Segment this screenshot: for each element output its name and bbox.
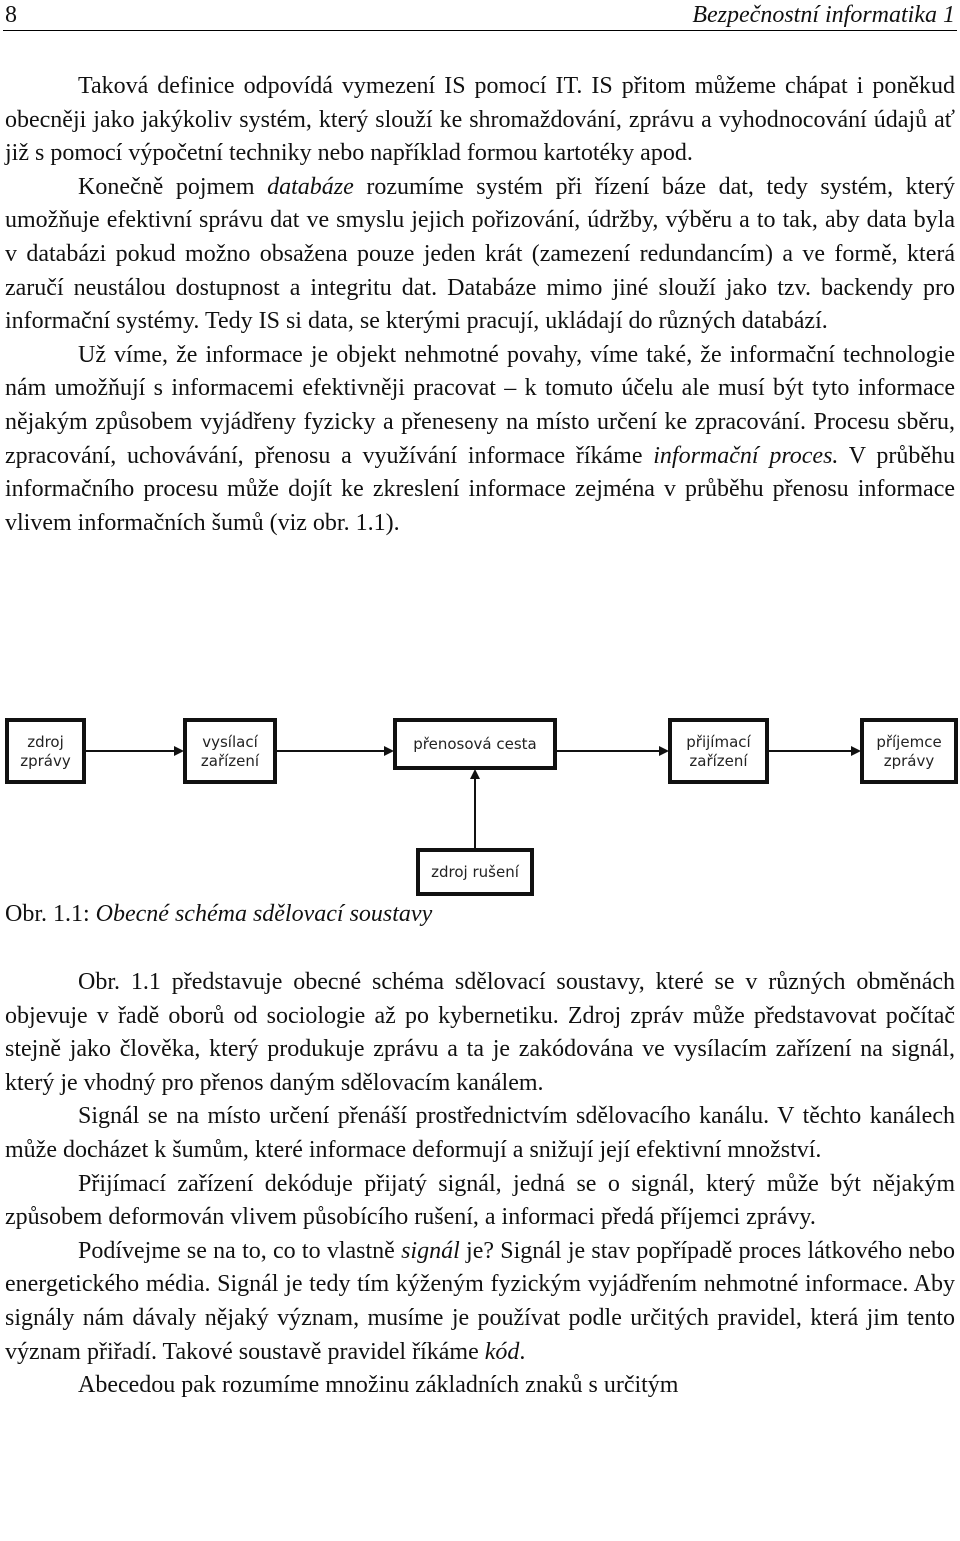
paragraph-signal-part1: Podívejme se na to, co to vlastně xyxy=(78,1237,402,1264)
box-prenosova-cesta-label: přenosová cesta xyxy=(413,735,537,753)
box-zdroj-ruseni-label: zdroj rušení xyxy=(431,863,519,881)
box-vysilaci-zarizeni-line1: vysílací xyxy=(202,733,258,751)
box-zdroj-zpravy xyxy=(7,720,84,782)
box-vysilaci-zarizeni-line2: zařízení xyxy=(200,752,260,770)
diagram-svg xyxy=(0,705,960,900)
box-prijemce-zpravy xyxy=(862,720,956,782)
box-prijemce-zpravy-line1: příjemce xyxy=(876,733,942,751)
box-prijimaci-zarizeni-line2: zařízení xyxy=(689,752,748,770)
box-prijemce-zpravy-line2: zprávy xyxy=(883,752,935,770)
running-title: Bezpečnostní informatika 1 xyxy=(692,2,955,28)
page-number: 8 xyxy=(5,2,17,28)
term-informacni-proces: informační proces. xyxy=(653,442,839,469)
paragraph-information-process xyxy=(5,339,955,541)
paragraph-signal-part3: . xyxy=(519,1338,526,1365)
term-databaze: databáze xyxy=(267,173,354,200)
paragraph-channel: Signál se na místo určení přenáší prostřednictvím sdělovacího kanálu. V těchto kanálech může docházet k šumům, které informace deformují a snižují její efektivní množství. xyxy=(5,1103,955,1163)
paragraph-figure-description: Obr. 1.1 představuje obecné schéma sdělovací soustavy, které se v různých obměnách objevuje v řadě oborů od sociologie až po kybernetiku. Zdroj zpráv může představovat počítač stejně jako člověka, který produkuje zprávu a ta je zakódována ve vysílacím zařízení na signál, který je vhodný pro přenos daným sdělovacím kanálem. xyxy=(5,969,955,1096)
text-block-bottom xyxy=(5,966,955,1403)
figure-caption xyxy=(5,898,432,931)
paragraph-alphabet: Abecedou pak rozumíme množinu základních znaků s určitým xyxy=(78,1372,679,1399)
text-block-top xyxy=(5,70,955,540)
paragraph-database-part2: rozumíme systém při řízení báze dat, tedy systém, který umožňuje efektivní správu dat ve smyslu jejich pořizování, údržby, výběru a to tak, aby data byla v databázi pokud možno obsažena pouze jeden krát (zamezení redundancím) a ve formě, která zaručí neustálou dostupnost a integritu dat. Databáze mimo jiné slouží jako tzv. backendy pro informační systémy. Tedy IS si data, se kterými pracují, ukládají do různých databází. xyxy=(5,173,955,335)
paragraph-receiver: Přijímací zařízení dekóduje přijatý signál, jedná se o signál, který může být nějakým způsobem deformován vlivem působícího rušení, a informaci předá příjemci zprávy. xyxy=(5,1170,955,1231)
paragraph-signal xyxy=(5,1235,955,1369)
paragraph-signal-part2: je? Signál je stav popřípadě proces látkového nebo energetického média. Signál je tedy tím kýženým fyzickým vyjádřením nehmotné informace. Aby signály nám dávaly nějaký význam, musíme je používat podle určitých pravidel, která jim tento význam přiřadí. Takové soustavě pravidel říkáme xyxy=(5,1237,955,1365)
term-kod: kód xyxy=(484,1338,520,1365)
term-signal: signál xyxy=(401,1237,460,1264)
paragraph-is-definition: Taková definice odpovídá vymezení IS pomocí IT. IS přitom můžeme chápat i poněkud obecněji jako jakýkoliv systém, který slouží ke shromaždování, zprávu a vyhodnocování údajů ať již s pomocí výpočetní techniky nebo například formou kartotéky apod. xyxy=(5,73,955,167)
paragraph-database xyxy=(5,171,955,339)
box-zdroj-zpravy-line2: zprávy xyxy=(20,752,71,770)
paragraph-information-process-part1: Už víme, že informace je objekt nehmotné povahy, víme také, že informační technologie nám umožňují s informacemi efektivněji pracovat – k tomuto účelu ale musí být tyto informace nějakým způsobem vyjádřeny fyzicky a přeneseny na místo určení ke zpracování. Procesu sběru, zpracování, uchovávání, přenosu a využívání informace říkáme xyxy=(5,341,955,469)
box-prijimaci-zarizeni-line1: přijímací xyxy=(686,733,751,751)
paragraph-information-process-part2: V průběhu informačního procesu může dojít ke zkreslení informace zejména v průběhu přenosu informace vlivem informačních šumů (viz obr. 1.1). xyxy=(5,442,956,536)
paragraph-database-part1: Konečně pojmem xyxy=(78,173,268,200)
figure-caption-prefix: Obr. 1.1: xyxy=(5,901,96,927)
page-header xyxy=(3,0,957,31)
box-zdroj-zpravy-line1: zdroj xyxy=(27,733,64,751)
box-prijimaci-zarizeni xyxy=(670,720,767,782)
box-vysilaci-zarizeni xyxy=(185,720,275,782)
communication-diagram xyxy=(0,705,960,900)
figure-caption-title: Obecné schéma sdělovací soustavy xyxy=(95,901,433,927)
